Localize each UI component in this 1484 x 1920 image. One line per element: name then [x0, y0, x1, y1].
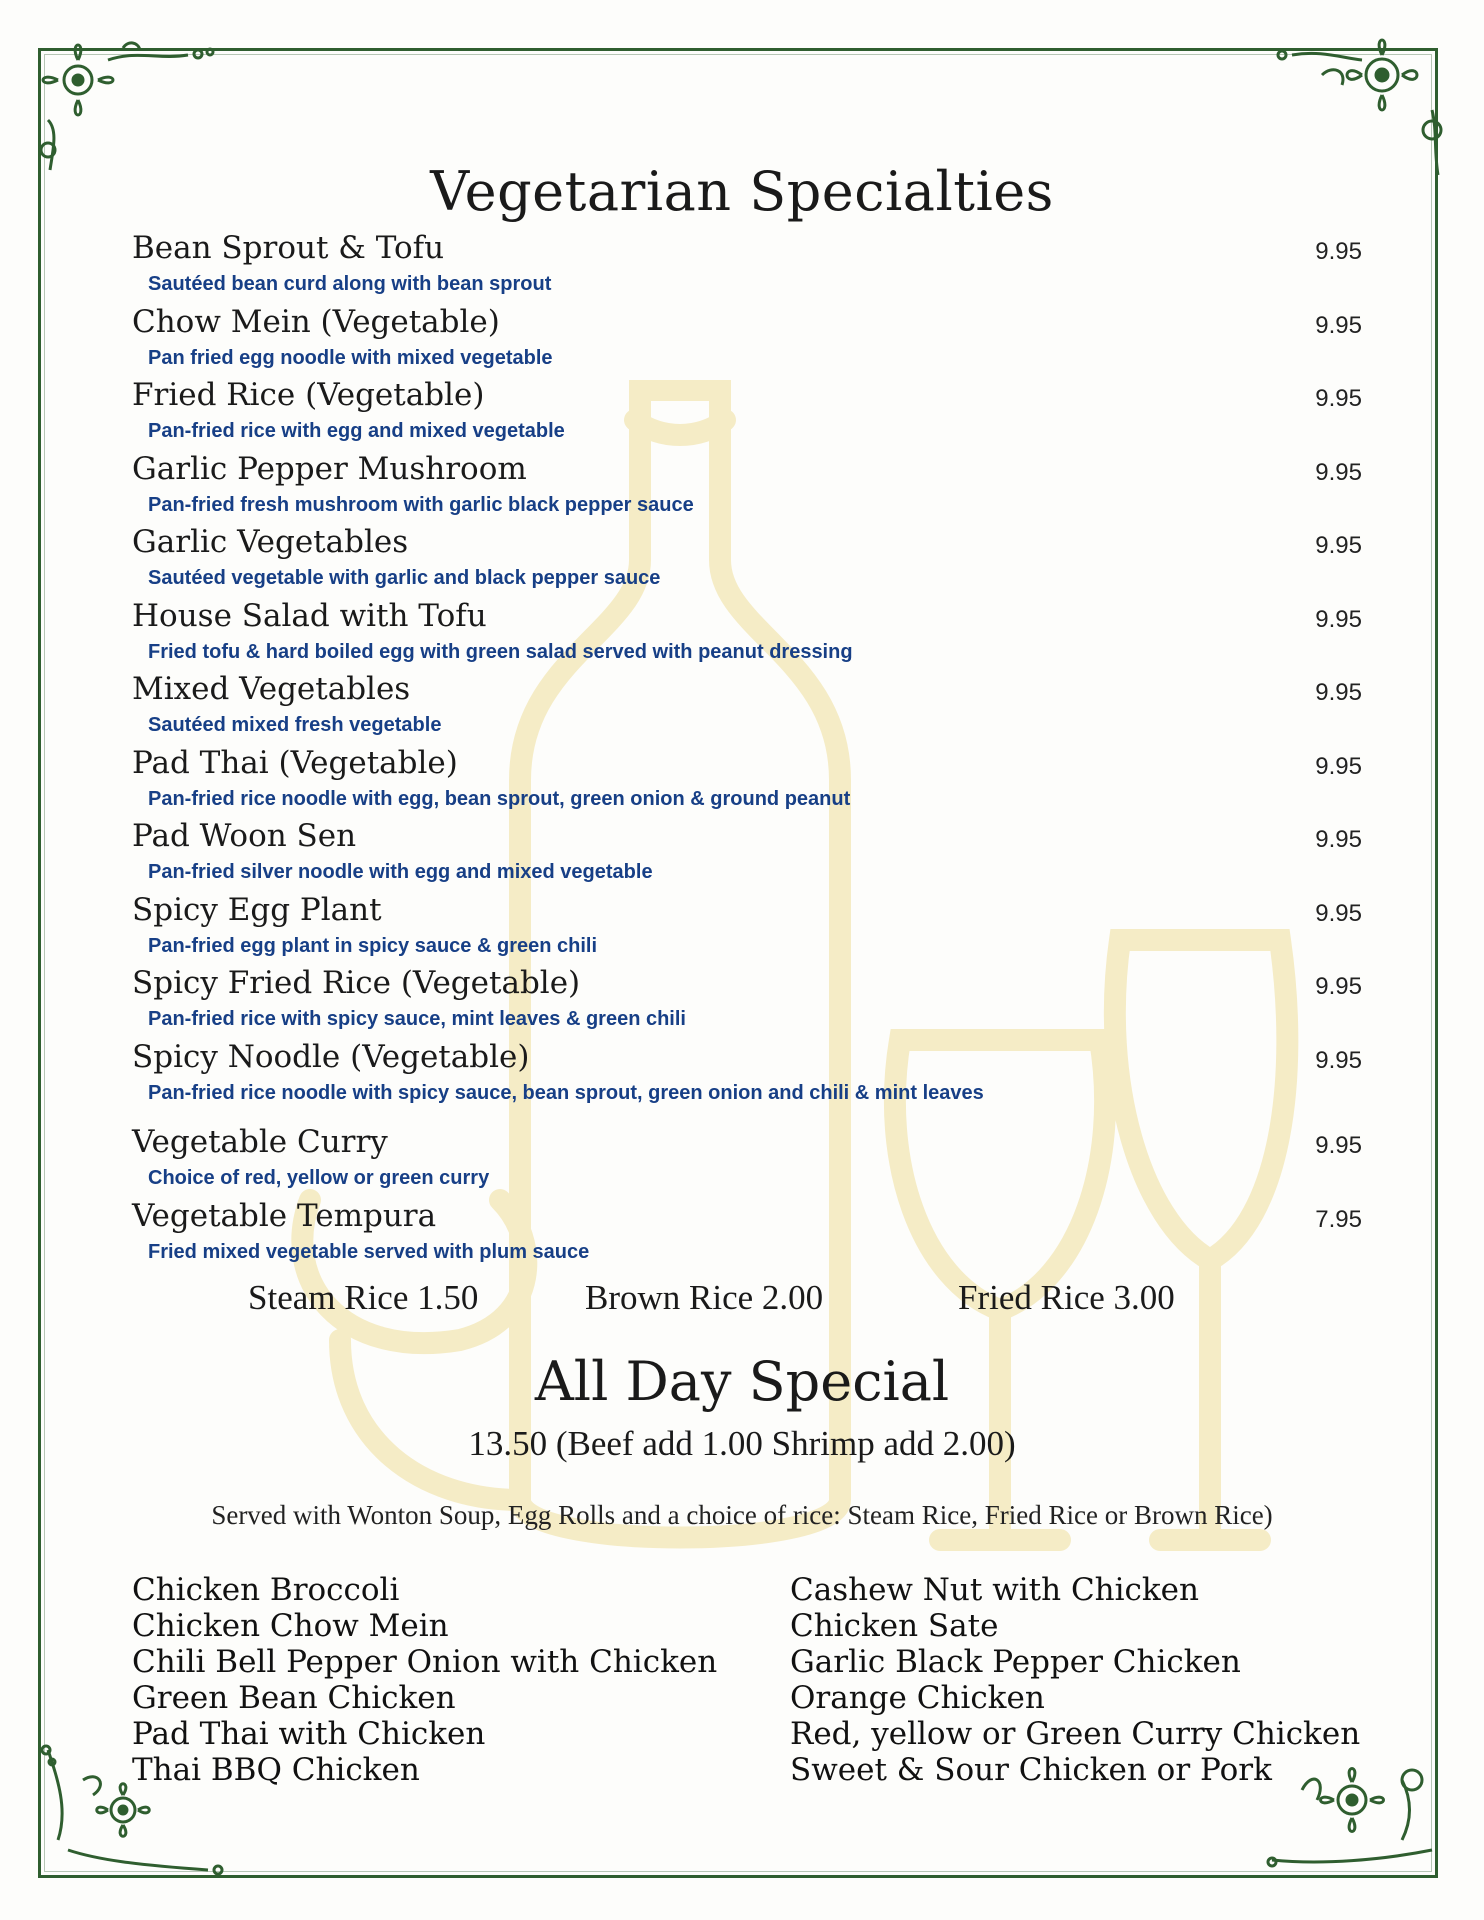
menu-item-price: 9.95	[1315, 973, 1362, 1000]
menu-item-price: 9.95	[1315, 1132, 1362, 1159]
menu-item-price: 9.95	[1315, 532, 1362, 559]
menu-item-price: 9.95	[1315, 679, 1362, 706]
menu-item	[132, 1198, 1362, 1272]
menu-item-name: Mixed Vegetables	[132, 671, 411, 707]
list-item: Chicken Chow Mein	[132, 1608, 449, 1644]
list-item: Pad Thai with Chicken	[132, 1716, 486, 1752]
menu-item-name: Pad Woon Sen	[132, 818, 357, 854]
menu-item-price: 9.95	[1315, 1046, 1362, 1074]
list-item: Chicken Broccoli	[132, 1572, 400, 1608]
menu-item-price: 9.95	[1315, 238, 1362, 265]
special-note: Served with Wonton Soup, Egg Rolls and a choice of rice: Steam Rice, Fried Rice or Brown Rice)	[211, 1500, 1273, 1530]
menu-item-description: Pan-fried egg plant in spicy sauce & green chili	[148, 934, 598, 957]
menu-item-name: Spicy Noodle (Vegetable)	[132, 1038, 530, 1075]
menu-item-price: 9.95	[1315, 826, 1362, 853]
list-item: Orange Chicken	[790, 1680, 1045, 1716]
rice-option: Brown Rice 2.00	[585, 1278, 824, 1317]
menu-item-description: Sautéed vegetable with garlic and black pepper sauce	[148, 567, 661, 589]
menu-item-description: Pan-fried silver noodle with egg and mixed vegetable	[148, 861, 653, 883]
rice-option: Fried Rice 3.00	[958, 1278, 1175, 1317]
menu-item	[132, 524, 1362, 598]
menu-item-price: 9.95	[1315, 311, 1362, 339]
menu-item-price: 9.95	[1315, 458, 1362, 486]
menu-item	[132, 230, 1362, 304]
menu-item	[132, 598, 1362, 672]
menu-item-description: Pan fried egg noodle with mixed vegetable	[148, 346, 553, 369]
menu-item-name: Garlic Pepper Mushroom	[132, 450, 527, 487]
rice-option: Steam Rice 1.50	[248, 1278, 479, 1317]
menu-item-price: 9.95	[1315, 385, 1362, 412]
menu-item-description: Fried tofu & hard boiled egg with green salad served with peanut dressing	[148, 640, 853, 663]
list-item: Sweet & Sour Chicken or Pork	[790, 1752, 1272, 1788]
menu-item	[132, 1039, 1362, 1113]
menu-item	[132, 671, 1362, 745]
menu-item-name: Garlic Vegetables	[132, 524, 409, 560]
menu-item-list	[132, 230, 1362, 1271]
page-title: Vegetarian Specialties	[430, 160, 1054, 223]
menu-item-description: Pan-fried rice noodle with spicy sauce, bean sprout, green onion and chili & mint leaves	[148, 1081, 984, 1104]
menu-item-name: Pad Thai (Vegetable)	[132, 744, 458, 781]
menu-item-description: Choice of red, yellow or green curry	[148, 1167, 490, 1189]
special-list-right	[790, 1572, 1360, 1788]
menu-item-description: Fried mixed vegetable served with plum sauce	[148, 1240, 590, 1263]
menu-item	[132, 304, 1362, 378]
list-item: Chili Bell Pepper Onion with Chicken	[132, 1644, 718, 1680]
list-item: Cashew Nut with Chicken	[790, 1572, 1199, 1608]
menu-item-name: Spicy Egg Plant	[132, 891, 382, 928]
menu-item-name: Vegetable Curry	[132, 1124, 388, 1160]
menu-item-price: 9.95	[1315, 605, 1362, 633]
flower-ornament-icon	[28, 30, 228, 180]
special-price: 13.50 (Beef add 1.00 Shrimp add 2.00)	[468, 1424, 1016, 1463]
menu-item-description: Sautéed mixed fresh vegetable	[148, 714, 442, 736]
rice-options	[0, 1278, 1484, 1324]
list-item: Thai BBQ Chicken	[132, 1752, 420, 1788]
list-item: Garlic Black Pepper Chicken	[790, 1644, 1241, 1680]
menu-item-name: Spicy Fried Rice (Vegetable)	[132, 965, 581, 1001]
menu-item	[132, 745, 1362, 819]
menu-item	[132, 892, 1362, 966]
menu-item	[132, 451, 1362, 525]
menu-item-name: Bean Sprout & Tofu	[132, 230, 445, 266]
menu-item-description: Pan-fried rice with spicy sauce, mint leaves & green chili	[148, 1008, 686, 1030]
menu-item-name: Chow Mein (Vegetable)	[132, 303, 500, 340]
menu-item-description: Pan-fried rice noodle with egg, bean sprout, green onion & ground peanut	[148, 787, 851, 810]
menu-item-price: 9.95	[1315, 899, 1362, 927]
menu-item	[132, 965, 1362, 1039]
list-item: Green Bean Chicken	[132, 1680, 456, 1716]
list-item: Chicken Sate	[790, 1608, 999, 1644]
menu-item-name: Fried Rice (Vegetable)	[132, 377, 485, 413]
menu-item-name: Vegetable Tempura	[132, 1197, 437, 1234]
menu-item-price: 7.95	[1315, 1205, 1362, 1233]
menu-item	[132, 1124, 1362, 1198]
special-list-left	[132, 1572, 717, 1788]
menu-item	[132, 818, 1362, 892]
menu-item-description: Pan-fried rice with egg and mixed vegetable	[148, 420, 565, 442]
menu-item	[132, 377, 1362, 451]
menu-item-price: 9.95	[1315, 752, 1362, 780]
list-item: Red, yellow or Green Curry Chicken	[790, 1716, 1361, 1752]
menu-item-description: Pan-fried fresh mushroom with garlic black pepper sauce	[148, 493, 694, 516]
flower-ornament-icon	[1262, 30, 1462, 180]
menu-item-description: Sautéed bean curd along with bean sprout	[148, 273, 552, 295]
special-title: All Day Special	[534, 1350, 950, 1413]
menu-item-name: House Salad with Tofu	[132, 597, 487, 634]
